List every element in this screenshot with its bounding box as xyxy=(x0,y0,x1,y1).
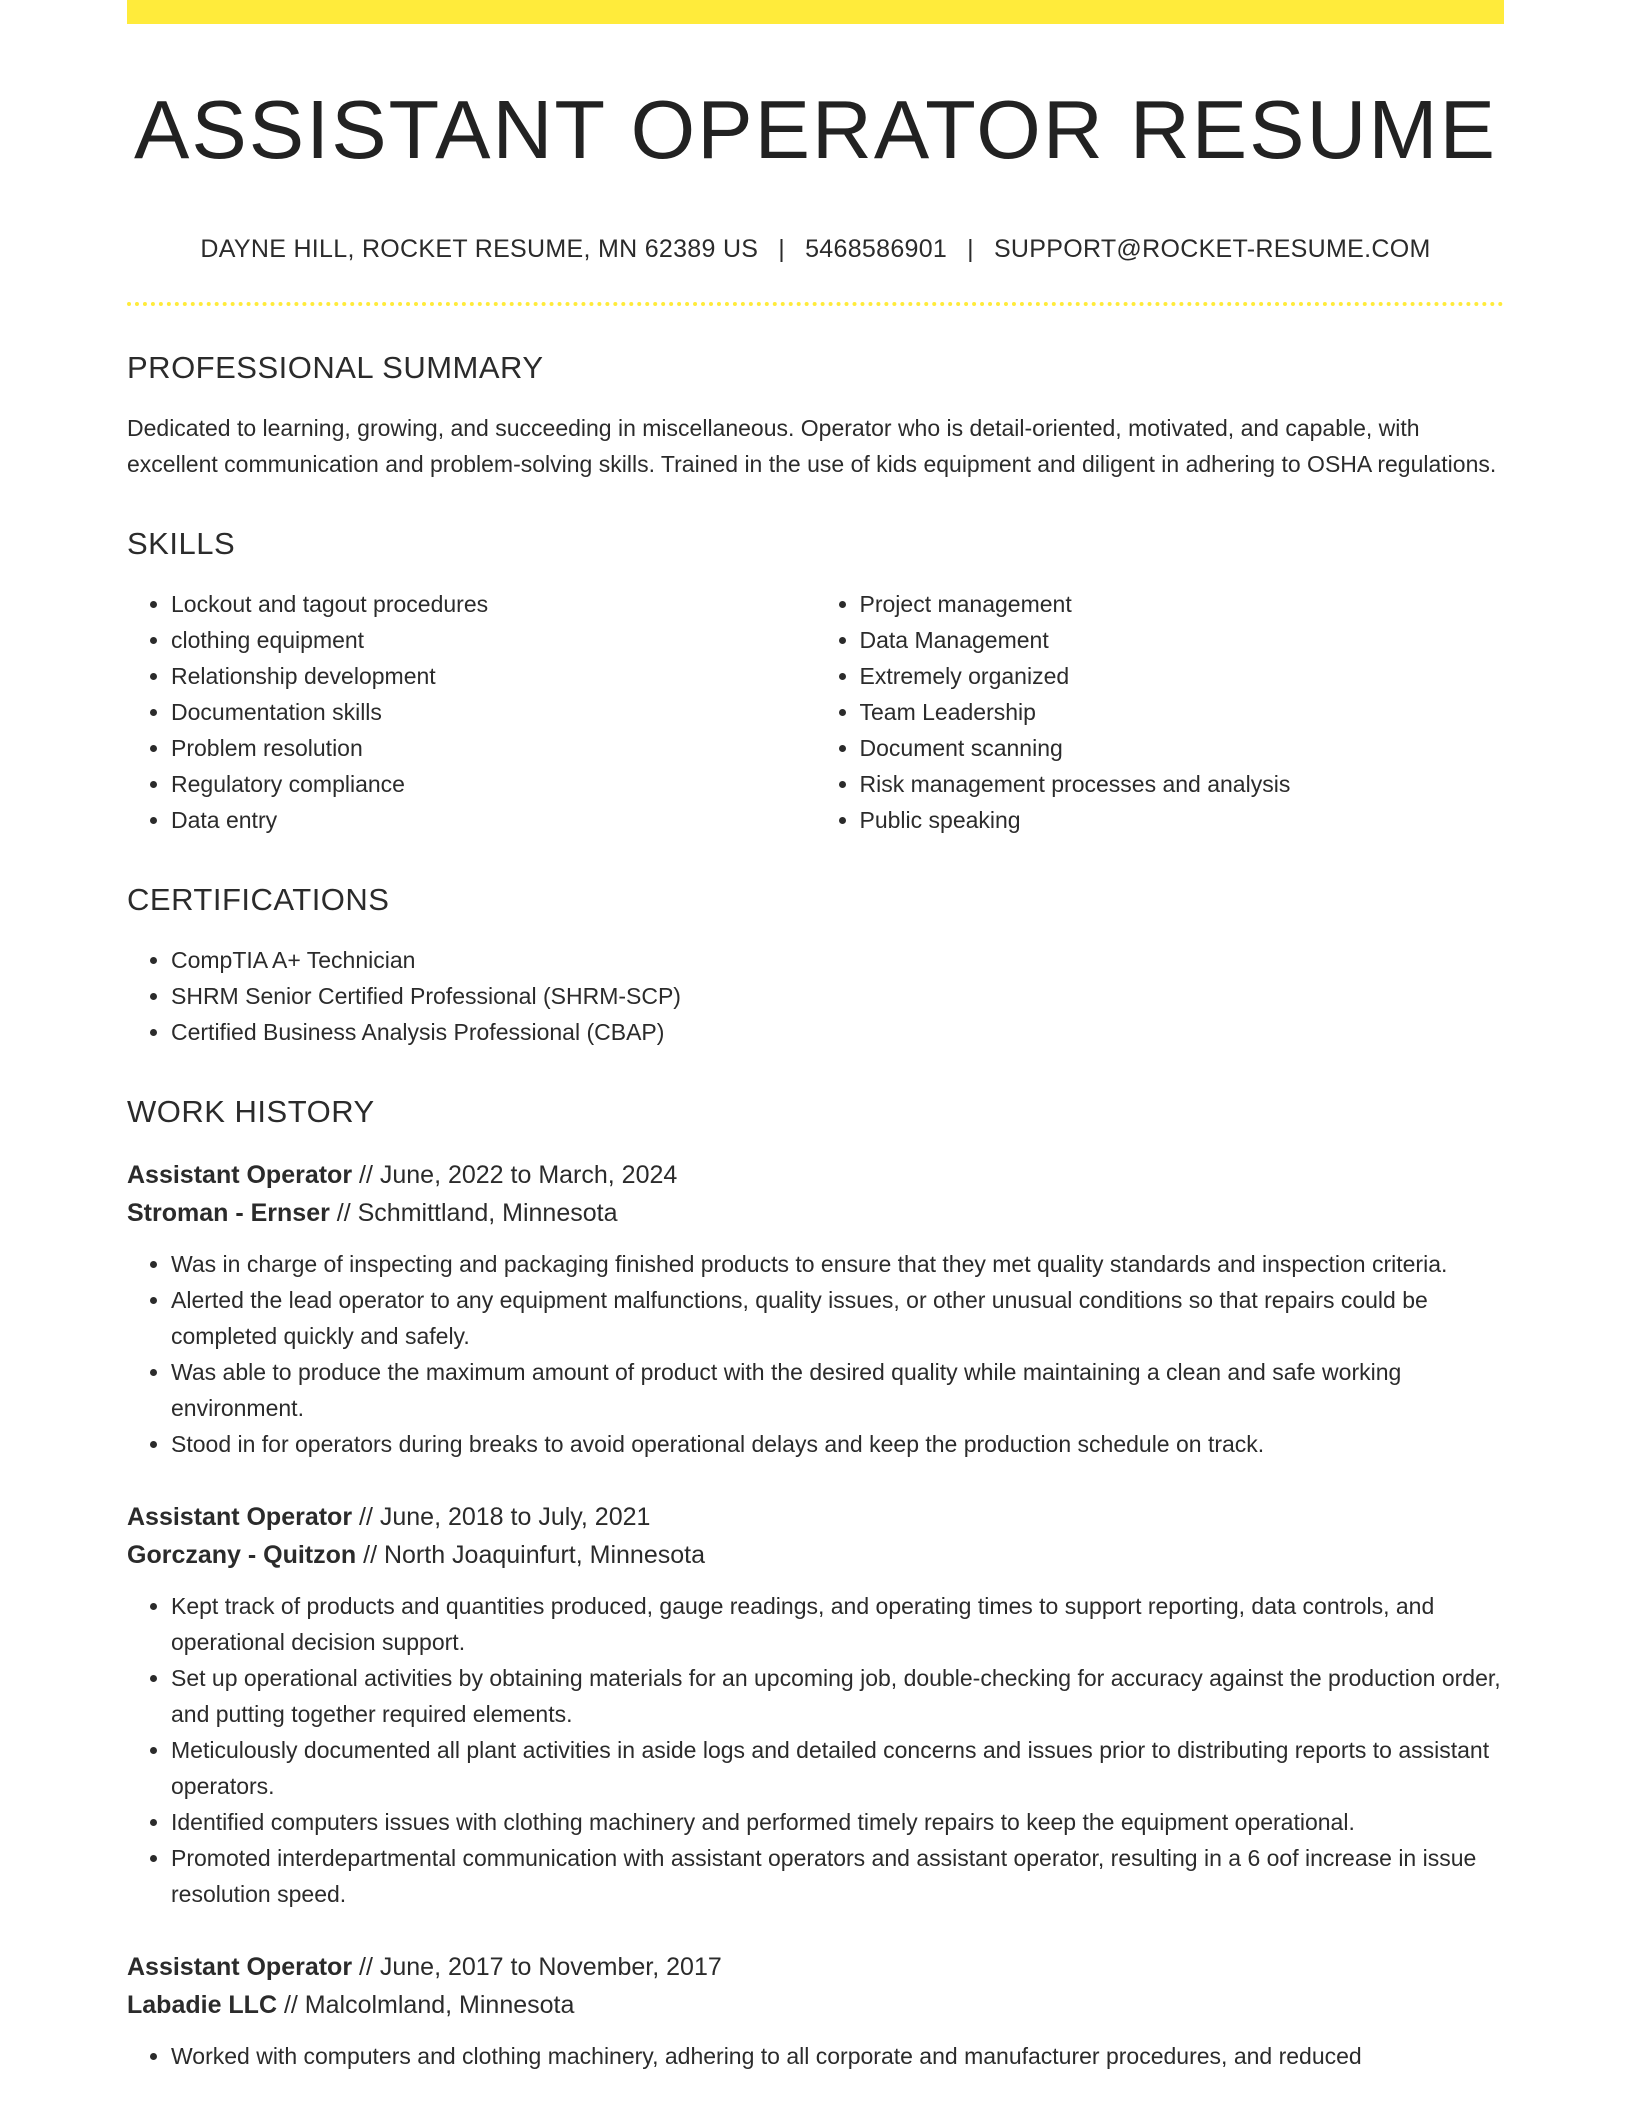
skill-item: • Regulatory compliance xyxy=(171,766,816,802)
skill-item: • Project management xyxy=(860,586,1505,622)
job-location: // Schmittland, Minnesota xyxy=(336,1199,618,1228)
page-title: ASSISTANT OPERATOR RESUME xyxy=(134,83,1497,176)
job-bullets xyxy=(127,2038,1504,2074)
job-company: Gorczany - Quitzon xyxy=(127,1541,357,1570)
skill-item: • Document scanning xyxy=(860,730,1505,766)
job-bullet: • Alerted the lead operator to any equipment malfunctions, quality issues, or other unusual conditions so that repairs could be completed quickly and safely. xyxy=(171,1282,1504,1354)
contact-separator: | xyxy=(967,235,974,264)
job-bullet: • Set up operational activities by obtaining materials for an upcoming job, double-checking for accuracy against the production order, and putting together required elements. xyxy=(171,1660,1504,1732)
skills-list-right xyxy=(816,586,1505,838)
job-role: Assistant Operator xyxy=(127,1161,353,1190)
skills-columns xyxy=(127,586,1504,838)
skill-item: • Lockout and tagout procedures xyxy=(171,586,816,622)
skill-item: • Data Management xyxy=(860,622,1505,658)
job-entry xyxy=(127,1498,1504,1912)
work-history-heading: WORK HISTORY xyxy=(127,1094,375,1130)
skill-item: • Data entry xyxy=(171,802,816,838)
resume-page xyxy=(127,0,1504,2074)
contact-phone: 5468586901 xyxy=(805,235,948,264)
job-bullet: • Was able to produce the maximum amount of product with the desired quality while maintaining a clean and safe working environment. xyxy=(171,1354,1504,1426)
dotted-divider xyxy=(127,302,1504,306)
certification-item: • Certified Business Analysis Professional (CBAP) xyxy=(171,1014,1504,1050)
job-location: // Malcolmland, Minnesota xyxy=(283,1991,575,2020)
job-entry xyxy=(127,1948,1504,2074)
job-role: Assistant Operator xyxy=(127,1953,353,1982)
skill-item: • Risk management processes and analysis xyxy=(860,766,1505,802)
certifications-list xyxy=(127,942,1504,1050)
job-bullet: • Was in charge of inspecting and packaging finished products to ensure that they met quality standards and inspection criteria. xyxy=(171,1246,1504,1282)
summary-heading: PROFESSIONAL SUMMARY xyxy=(127,350,544,386)
skills-heading: SKILLS xyxy=(127,526,236,562)
job-header xyxy=(127,1498,1504,1574)
job-bullet: • Worked with computers and clothing machinery, adhering to all corporate and manufacturer procedures, and reduced xyxy=(171,2038,1504,2074)
job-header xyxy=(127,1948,1504,2024)
skill-item: • Documentation skills xyxy=(171,694,816,730)
top-accent-bar xyxy=(127,0,1504,24)
summary-text: Dedicated to learning, growing, and succeeding in miscellaneous. Operator who is detail-oriented, motivated, and capable, with excellent communication and problem-solving skills. Trained in the use of kids equipment and diligent in adhering to OSHA regulations. xyxy=(127,415,1497,478)
job-header xyxy=(127,1156,1504,1232)
job-bullet: • Stood in for operators during breaks to avoid operational delays and keep the production schedule on track. xyxy=(171,1426,1504,1462)
skill-item: • Team Leadership xyxy=(860,694,1505,730)
skills-list-left xyxy=(127,586,816,838)
job-bullet: • Promoted interdepartmental communication with assistant operators and assistant operator, resulting in a 6 oof increase in issue resolution speed. xyxy=(171,1840,1504,1912)
certifications-heading: CERTIFICATIONS xyxy=(127,882,390,918)
job-bullet: • Identified computers issues with clothing machinery and performed timely repairs to keep the equipment operational. xyxy=(171,1804,1504,1840)
skill-item: • clothing equipment xyxy=(171,622,816,658)
skill-item: • Relationship development xyxy=(171,658,816,694)
job-company: Stroman - Ernser xyxy=(127,1199,330,1228)
job-dates: // June, 2017 to November, 2017 xyxy=(359,1953,722,1982)
job-entry xyxy=(127,1156,1504,1462)
contact-address: DAYNE HILL, ROCKET RESUME, MN 62389 US xyxy=(200,235,759,264)
job-company: Labadie LLC xyxy=(127,1991,278,2020)
job-dates: // June, 2022 to March, 2024 xyxy=(359,1161,678,1190)
job-role: Assistant Operator xyxy=(127,1503,353,1532)
job-dates: // June, 2018 to July, 2021 xyxy=(359,1503,651,1532)
contact-line xyxy=(127,235,1504,264)
skill-item: • Extremely organized xyxy=(860,658,1505,694)
contact-email[interactable]: SUPPORT@ROCKET-RESUME.COM xyxy=(993,235,1431,264)
job-location: // North Joaquinfurt, Minnesota xyxy=(363,1541,705,1570)
certification-item: • SHRM Senior Certified Professional (SHRM-SCP) xyxy=(171,978,1504,1014)
certification-item: • CompTIA A+ Technician xyxy=(171,942,1504,978)
job-bullets xyxy=(127,1588,1504,1912)
skill-item: • Problem resolution xyxy=(171,730,816,766)
job-bullets xyxy=(127,1246,1504,1462)
job-bullet: • Meticulously documented all plant activities in aside logs and detailed concerns and issues prior to distributing reports to assistant operators. xyxy=(171,1732,1504,1804)
skill-item: • Public speaking xyxy=(860,802,1505,838)
job-bullet: • Kept track of products and quantities produced, gauge readings, and operating times to support reporting, data controls, and operational decision support. xyxy=(171,1588,1504,1660)
contact-separator: | xyxy=(778,235,786,264)
